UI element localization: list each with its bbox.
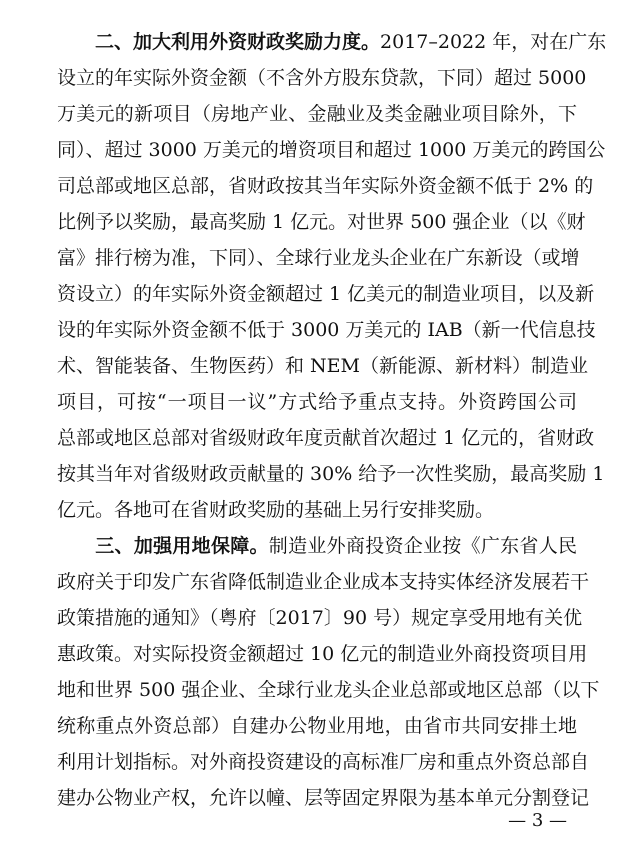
section2-line-7: 富》排行榜为准，下同）、全球行业龙头企业在广东新设（或增 bbox=[57, 247, 580, 269]
section2-line-9: 设的年实际外资金额不低于 3000 万美元的 IAB（新一代信息技 bbox=[57, 319, 596, 341]
section2-heading: 二、加大利用外资财政奖励力度。 bbox=[95, 31, 381, 53]
section2-line-8: 资设立）的年实际外资金额超过 1 亿美元的制造业项目，以及新 bbox=[57, 283, 595, 305]
section2-line-2: 设立的年实际外资金额（不含外方股东贷款，下同）超过 5000 bbox=[57, 67, 587, 89]
section3-heading: 三、加强用地保障。 bbox=[95, 535, 269, 557]
section2-line-13: 按其当年对省级财政贡献量的 30% 给予一次性奖励，最高奖励 1 bbox=[57, 463, 605, 485]
section3-line-6: 统称重点外资总部）自建办公物业用地，由省市共同安排土地 bbox=[57, 715, 577, 737]
section3-line-5: 地和世界 500 强企业、全球行业龙头企业总部或地区总部（以下 bbox=[57, 679, 600, 701]
section2-line-12: 总部或地区总部对省级财政年度贡献首次超过 1 亿元的，省财政 bbox=[57, 427, 595, 449]
section3-line-1-text: 制造业外商投资企业按《广东省人民 bbox=[268, 535, 577, 557]
section2-first-line bbox=[57, 24, 607, 60]
section3-line-2: 政府关于印发广东省降低制造业企业成本支持实体经济发展若干 bbox=[57, 571, 590, 593]
section3-line-8: 建办公物业产权，允许以幢、层等固定界限为基本单元分割登记 bbox=[57, 787, 590, 809]
section2-line-10: 术、智能装备、生物医药）和 NEM（新能源、新材料）制造业 bbox=[57, 355, 588, 377]
section3-first-line bbox=[57, 528, 577, 564]
section2-line-5: 司总部或地区总部，省财政按其当年实际外资金额不低于 2% 的 bbox=[57, 175, 594, 197]
section2-line-1-text: 2017–2022 年，对在广东 bbox=[380, 31, 607, 53]
section2-last-line: 亿元。各地可在省财政奖励的基础上另行安排奖励。 bbox=[57, 499, 495, 521]
section2-line-6: 比例予以奖励，最高奖励 1 亿元。对世界 500 强企业（以《财 bbox=[57, 211, 586, 233]
page-number: — 3 — bbox=[508, 810, 567, 831]
section2-line-4: 同）、超过 3000 万美元的增资项目和超过 1000 万美元的跨国公 bbox=[57, 139, 606, 161]
section3-line-7: 利用计划指标。对外商投资建设的高标准厂房和重点外资总部自 bbox=[57, 751, 590, 773]
section3-line-3: 政策措施的通知》（粤府〔2017〕90 号）规定享受用地有关优 bbox=[57, 607, 583, 629]
section2-line-3: 万美元的新项目（房地产业、金融业及类金融业项目除外，下 bbox=[57, 103, 577, 125]
section2-line-11: 项目，可按“一项目一议”方式给予重点支持。外资跨国公司 bbox=[57, 391, 577, 413]
section3-line-4: 惠政策。对实际投资金额超过 10 亿元的制造业外商投资项目用 bbox=[57, 643, 588, 665]
